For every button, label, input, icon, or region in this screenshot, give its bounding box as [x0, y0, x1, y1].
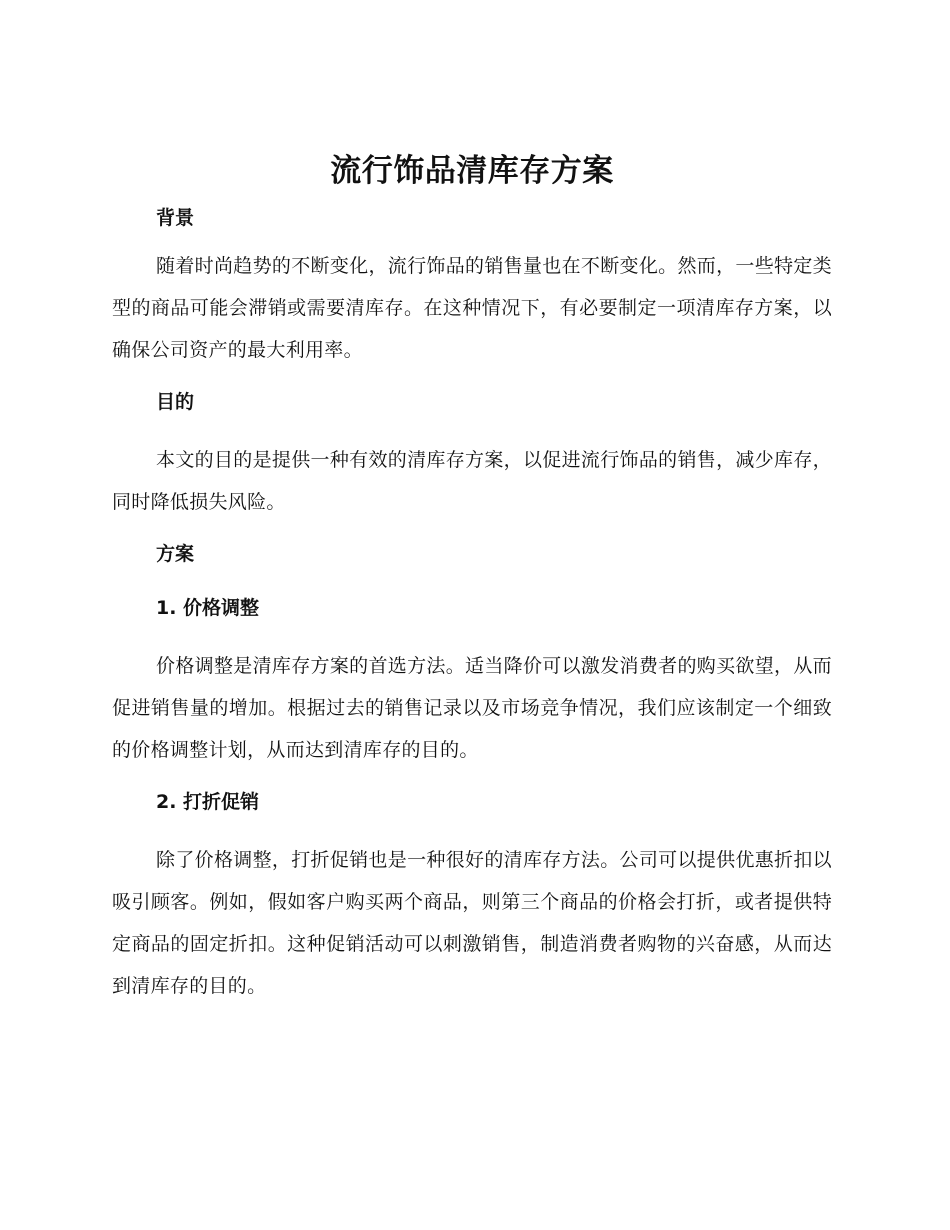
section-heading-background: 背景: [156, 207, 195, 230]
subsection-heading-price: 1. 价格调整: [156, 597, 260, 620]
paragraph-background: 随着时尚趋势的不断变化，流行饰品的销售量也在不断变化。然而，一些特定类型的商品可能会滞销或需要清库存。在这种情况下，有必要制定一项清库存方案，以确保公司资产的最大利用率。: [112, 255, 832, 362]
paragraph-discount: 除了价格调整，打折促销也是一种很好的清库存方法。公司可以提供优惠折扣以吸引顾客。例如，假如客户购买两个商品，则第三个商品的价格会打折，或者提供特定商品的固定折扣。这种促销活动可以刺激销售，制造消费者购物的兴奋感，从而达到清库存的目的。: [112, 849, 832, 998]
paragraph-purpose: 本文的目的是提供一种有效的清库存方案，以促进流行饰品的销售，减少库存，同时降低损失风险。: [112, 449, 832, 514]
section-heading-purpose: 目的: [156, 391, 195, 414]
paragraph-price: 价格调整是清库存方案的首选方法。适当降价可以激发消费者的购买欲望，从而促进销售量的增加。根据过去的销售记录以及市场竞争情况，我们应该制定一个细致的价格调整计划，从而达到清库存的目的。: [112, 655, 832, 762]
document-content: [112, 150, 832, 1021]
section-heading-plan: 方案: [156, 543, 195, 566]
document-title: 流行饰品清库存方案: [330, 153, 614, 189]
subsection-heading-discount: 2. 打折促销: [156, 791, 260, 814]
